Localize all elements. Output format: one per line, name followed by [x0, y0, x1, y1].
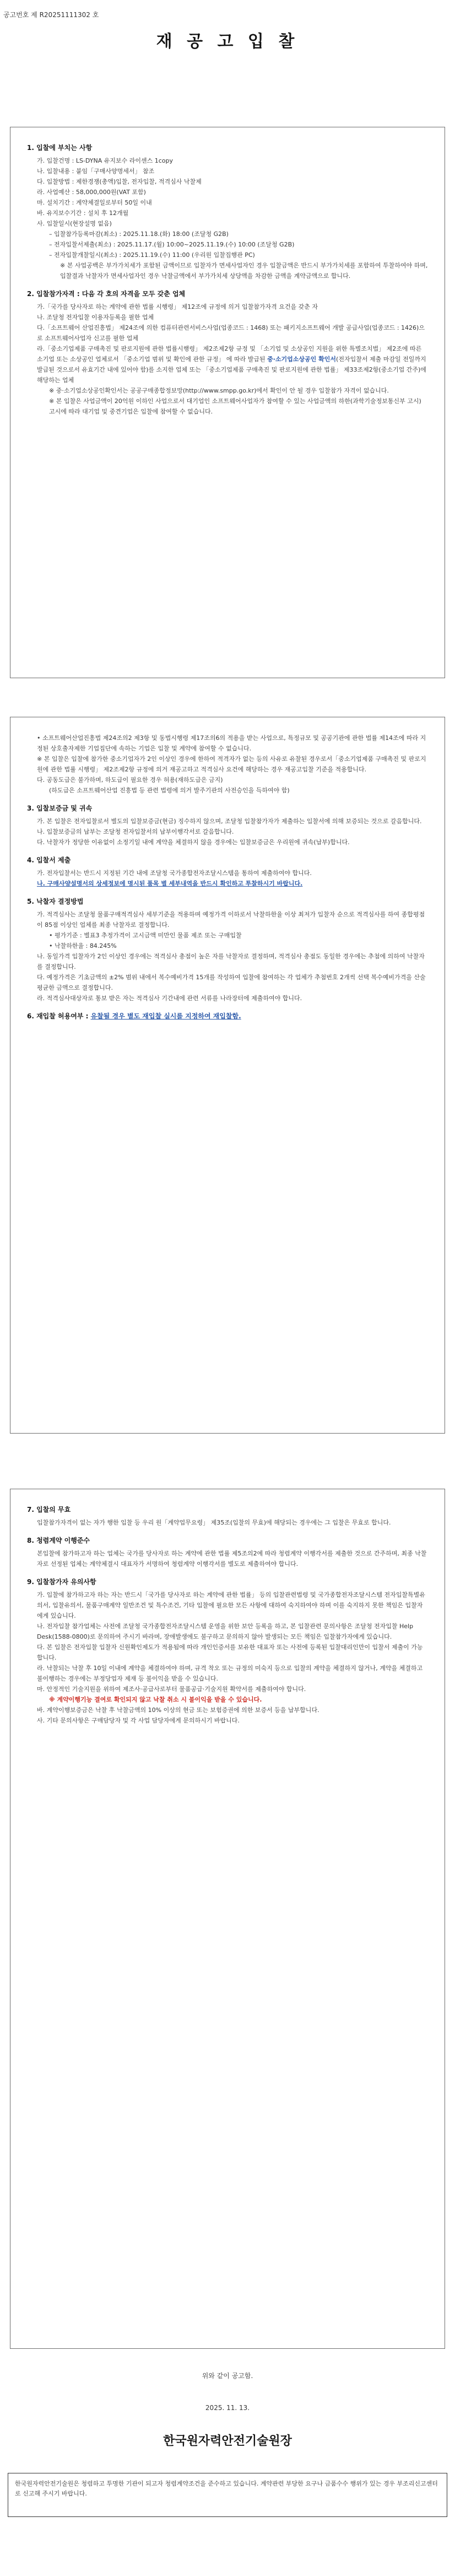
- section7-heading: 7. 입찰의 무효: [27, 1506, 71, 1514]
- section4-highlight: 나. 구매사양설명서의 상세정보에 명시된 품목 별 세부내역을 반드시 확인하고 투찰하시기 바랍니다.: [37, 880, 303, 887]
- section4-heading: 4. 입찰서 제출: [27, 856, 71, 864]
- section7-line: 입찰참가자격이 없는 자가 행한 입찰 등 우리 원「계약업무요령」 제35조(입찰의 무효)에 해당되는 경우에는 그 입찰은 무효로 합니다.: [37, 1519, 391, 1526]
- section5-line: 라. 적격심사대상자로 통보 받은 자는 적격심사 기간내에 관련 서류를 나라장터에 제출하여야 합니다.: [37, 995, 302, 1002]
- section2-note: ※ 중·소기업소상공인확인서는 공공구매종합정보망(http://www.smpp.go.kr)에서 확인이 안 될 경우 입찰참가 자격이 없습니다.: [49, 387, 389, 394]
- section5-heading: 5. 낙찰자 결정방법: [27, 898, 84, 905]
- section-block-3: [10, 1489, 445, 2349]
- section9-warning: ※ 계약이행기능 결여로 확인되지 않고 낙찰 취소 시 불이익을 받을 수 있습니다.: [49, 1696, 262, 1703]
- section8-heading: 8. 청렴계약 이행준수: [27, 1537, 90, 1544]
- section6-heading: [27, 1011, 428, 1021]
- section5-line: 가. 적격심사는 조달청 물품구매적격심사 세부기준을 적용하며 예정가격 이하로서 낙찰하한율 이상 최저가 입찰자 순으로 적격심사를 하여 종합평점이 85점 이상인 업체를 최종 낙찰자로 결정합니다.: [37, 911, 425, 929]
- section2b-line: (하도급은 소프트웨어산업 진흥법 등 관련 법령에 의거 발주기관의 사전승인을 득하여야 함): [49, 787, 290, 794]
- section1-line: 마. 설치기간 : 계약체결일로부터 50일 이내: [37, 199, 152, 206]
- section3-line: 다. 낙찰자가 정당한 이유없이 소정기일 내에 계약을 체결하지 않을 경우에는 입찰보증금은 우리원에 귀속(납부)합니다.: [37, 839, 350, 846]
- section5-line: 나. 동일가격 입찰자가 2인 이상인 경우에는 적격심사 총점이 높은 자를 낙찰자로 결정하며, 적격심사 총점도 동일한 경우에는 추첨에 의하여 낙찰자를 결정합니다.: [37, 953, 425, 970]
- section3-heading: 3. 입찰보증금 및 귀속: [27, 804, 93, 812]
- section1-line: 사. 입찰일시(현장설명 없음): [37, 220, 112, 227]
- section2b-line: 다. 공동도급은 불가하며, 하도급이 필요한 경우 허용(재하도급은 금지): [37, 776, 223, 783]
- organization-name: 한국원자력안전기술원장: [163, 2434, 292, 2448]
- section2-line: [27, 344, 428, 385]
- section9-line: 마. 안정적인 기술지원을 위하여 제조사·공급사로부터 물품공급·기술지원 확약서를 제출하여야 합니다.: [37, 1686, 306, 1693]
- section1-line: – 입찰참가등록마감(최소) : 2025.11.18.(화) 18:00 (조달청 G2B): [49, 230, 229, 238]
- notice-date: 2025. 11. 13.: [205, 2404, 250, 2412]
- section9-line: 다. 본 입찰은 전자입찰 입찰자 신원확인제도가 적용됨에 따라 개인인증서를 보유한 대표자 또는 사전에 등록된 입찰대리인만이 입찰서 제출이 가능합니다.: [37, 1644, 423, 1661]
- section-block-1: [10, 127, 445, 678]
- section9-line: 사. 기타 문의사항은 구매담당자 및 각 사업 담당자에게 문의하시기 바랍니다.: [37, 1717, 240, 1724]
- section-block-2: [10, 717, 445, 1434]
- section9-line: 라. 낙찰되는 낙찰 후 10일 이내에 계약을 체결하여야 하며, 규격 착오 또는 규정의 미숙지 등으로 입찰의 계약을 체결하지 않거나, 계약을 체결하고 불이행하는 경우에는 부정당업자 제재 등 불이익을 받을 수 있습니다.: [37, 1665, 423, 1682]
- notice-number: 공고번호 제 R20251111302 호: [3, 11, 99, 19]
- section1-line: – 전자입찰개찰일시(최소) : 2025.11.19.(수) 11:00 (우리원 입찰집행관 PC): [49, 251, 255, 259]
- section8-line: 본입찰에 참가하고자 하는 업체는 국가를 당사자로 하는 계약에 관한 법률 제5조의2에 따라 청렴계약 이행각서를 제출한 것으로 간주하며, 최종 낙찰자로 선정된 업체는 계약체결시 대표자가 서명하여 청렴계약 이행각서를 별도로 제출하여야 합니다.: [37, 1550, 427, 1568]
- section3-line: 가. 본 입찰은 전자입찰로서 별도의 입찰보증금(현금) 징수하지 않으며, 조달청 입찰참가자가 제출하는 입찰서에 의해 보증되는 것으로 갈음합니다.: [37, 818, 422, 825]
- section2-heading: 2. 입찰참가자격 : 다음 각 호의 자격을 모두 갖춘 업체: [27, 290, 186, 298]
- integrity-notice-box: 한국원자력안전기술원은 청렴하고 투명한 기관이 되고자 청렴계약조건을 준수하고 있습니다. 계약관련 부당한 요구나 금품수수 행위가 있는 경우 부조리신고센터로 신고해 주시기 바랍니다.: [8, 2473, 447, 2517]
- section2-line-text: 라.「중소기업제품 구매촉진 및 판로지원에 관한 법률시행령」 제2조제2항 규정 및 「소기업 및 소상공인 지원을 위한 특별조치법」 제2조에 따른 소기업 또는 소상공인 업체로서 「중소기업 범위 및 확인에 관한 규정」 에 따라 발급된: [37, 345, 422, 363]
- section1-line: 가. 입찰건명 : LS-DYNA 유지보수 라이센스 1copy: [37, 157, 174, 164]
- section6-label: 6. 재입찰 허용여부 :: [27, 1012, 91, 1020]
- section5-line: • 평가기준 : 별표3 추정가격이 고시금액 미만인 물품 제조 또는 구매입찰: [49, 932, 242, 939]
- section9-line: 나. 전자입찰 참가업체는 사전에 조달청 국가종합전자조달시스템 운영을 위한 보안 등록을 하고, 본 입찰관련 문의사항은 조달청 전자입찰 Help Desk(1588-0800)로 문의하여 주시기 바라며, 장애발생에도 불구하고 문의하지 않아 발생되는 모든 책임은 입찰참가자에게 있습니다.: [37, 1623, 414, 1640]
- section1-heading: 1. 입찰에 부치는 사항: [27, 144, 93, 152]
- section1-line: 나. 입찰내용 : 붙임「구매사양명세서」 참조: [37, 168, 155, 175]
- section2-note: ※ 본 입찰은 사업금액이 20억원 이하인 사업으로서 대기업인 소프트웨어사업자가 참여할 수 있는 사업금액의 하한(과학기술정보통신부 고시) 고시에 따라 대기업 및 중견기업은 입찰에 참여할 수 없습니다.: [49, 398, 421, 415]
- section1-line: 바. 유지보수기간 : 설치 후 12개월: [37, 210, 129, 217]
- section2-line: 가.「국가를 당사자로 하는 계약에 관한 법률 시행령」 제12조에 규정에 의거 입찰참가자격 요건을 갖춘 자: [37, 303, 318, 310]
- section2-line: 다.「소프트웨어 산업진흥법」 제24조에 의한 컴퓨터관련서비스사업(업종코드 : 1468) 또는 패키지소프트웨어 개발 공급사업(업종코드 : 1426)으로 소프트웨어사업자 신고를 필한 업체: [37, 324, 425, 342]
- section3-line: 나. 입찰보증금의 납부는 조달청 전자입찰서의 납부이행각서로 갈음합니다.: [37, 828, 234, 835]
- section1-line: 라. 사업예산 : 58,000,000원(VAT 포함): [37, 189, 146, 196]
- page-title: 재 공 고 입 찰: [156, 32, 299, 51]
- section1-note: ※ 본 사업공백은 부가가치세가 포함된 금액이므로 입찰자가 면세사업자인 경우 입찰금액은 반드시 부가가치세를 포함하여 투찰하여야 하며, 입찰결과 낙찰자가 면세사업자인 경우 낙찰금액에서 부가가치세 상당액을 차감한 금액을 계약금액으로 합니다.: [60, 262, 428, 280]
- section2b-line: ※ 본 입찰은 입찰에 참가한 중소기업자가 2인 이상인 경우에 한하여 적격자가 없는 등의 사유로 유찰된 경우로서「중소기업제품 구매촉진 및 판로지원에 관한 법률 시행령」 제2조제2항 규정에 의거 재공고하고 적격심사 요건에 해당하는 경우 재공고입찰 기준을 적용합니다.: [37, 755, 426, 773]
- certificate-highlight: 중·소기업소상공인 확인서: [267, 356, 337, 363]
- section9-line: 가. 입찰에 참가하고자 하는 자는 반드시「국가를 당사자로 하는 계약에 관한 법률」 등의 입찰관련법령 및 국가종합전자조달시스템 전자입찰특별유의서, 입찰유의서, 물품구매계약 일반조건 및 특수조건, 기타 입찰에 필요한 모든 사항에 대하여 숙지하여야 하며 이를 숙지하지 못한 책임은 입찰자에게 있습니다.: [37, 1591, 425, 1619]
- rebid-highlight: 유찰될 경우 별도 재입찰 실시를 지정하여 재입찰함.: [90, 1012, 241, 1020]
- section5-line: • 낙찰하한율 : 84.245%: [49, 942, 117, 949]
- section1-line: – 전자입찰서제출(최소) : 2025.11.17.(월) 10:00~2025.11.19.(수) 10:00 (조달청 G2B): [49, 241, 295, 248]
- section9-line: 바. 계약이행보증금은 낙찰 후 낙찰금액의 10% 이상의 현금 또는 보험증권에 의한 보증서 등을 납부합니다.: [37, 1706, 319, 1714]
- section9-heading: 9. 입찰참가자 유의사항: [27, 1578, 96, 1586]
- section4-line: 가. 전자입찰서는 반드시 지정된 기간 내에 조달청 국가종합전자조달시스템을 통하여 제출하여야 합니다.: [37, 870, 312, 877]
- section2-line-text: (전자입찰서 제출 마감일 전일까지 발급된 것으로서 유효기간 내에 있어야 함)를 소지한 업체 또는 「중소기업제품 구매촉진 및 판로지원에 관한 법률」 제33조제2항(중소기업 간주)에 해당하는 업체: [37, 356, 426, 384]
- section2-line: 나. 조달청 전자입찰 이용자등록을 필한 업체: [37, 314, 154, 321]
- closing-text: 위와 같이 공고함.: [202, 2372, 253, 2380]
- section1-line: 다. 입찰방법 : 제한경쟁(총액)입찰, 전자입찰, 적격심사 낙찰제: [37, 178, 202, 185]
- section2b-line: • 소프트웨어산업진흥법 제24조의2 제3항 및 동법시행령 제17조의6의 적용을 받는 사업으로, 특정규모 및 공공기관에 관한 법률 제14조에 따라 지정된 상호출자제한 기업집단에 속하는 기업은 입찰 및 계약에 참여할 수 없습니다.: [37, 734, 426, 752]
- section5-line: 다. 예정가격은 기초금액의 ±2% 범위 내에서 복수예비가격 15개를 작성하여 입찰에 참여하는 각 업체가 추첨번호 2개씩 선택 복수예비가격을 산술평균한 금액으로 결정합니다.: [37, 974, 426, 991]
